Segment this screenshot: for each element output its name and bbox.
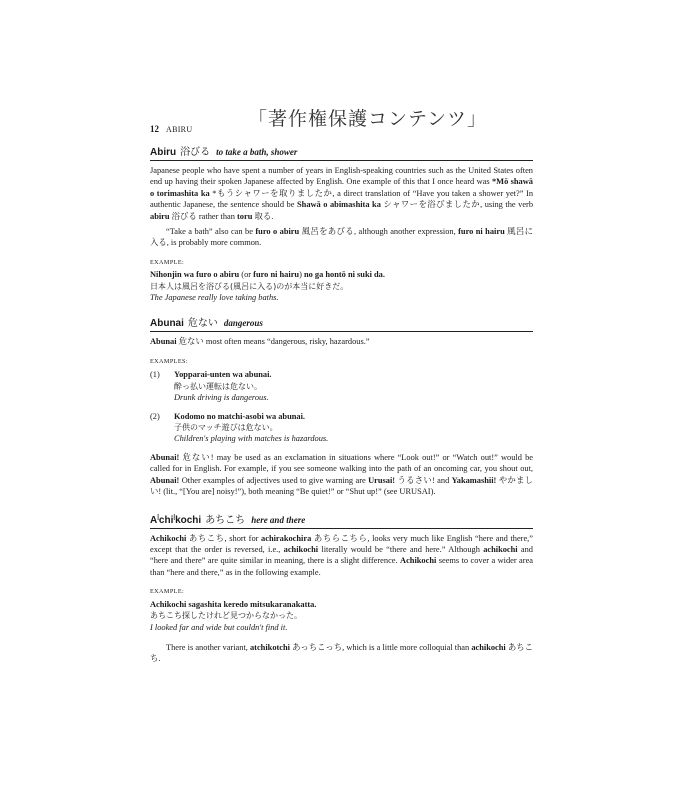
entry-paragraph: Abunai 危ない most often means “dangerous, risky, hazardous.” bbox=[150, 337, 370, 347]
example-romaji: Achikochi sagashita keredo mitsukaranakatta. bbox=[150, 599, 317, 609]
numbered-example bbox=[150, 411, 533, 445]
pitch-accent-mark: | bbox=[173, 514, 176, 521]
example-romaji: Kodomo no matchi-asobi wa abunai. bbox=[174, 411, 305, 421]
numbered-example bbox=[150, 369, 533, 403]
example-english: I looked far and wide but couldn't find it. bbox=[150, 622, 288, 632]
example-english: Drunk driving is dangerous. bbox=[174, 393, 269, 403]
entry-paragraph: “Take a bath” also can be furo o abiru 風呂をあびる, although another expression, furo ni hairu 風呂に入る, is probably more common. bbox=[150, 227, 533, 248]
headword-kana: あちこち bbox=[205, 514, 246, 526]
headword-kana: 浴びる bbox=[180, 147, 211, 158]
copyright-watermark: 「著作権保護コンテンツ」 bbox=[248, 108, 488, 130]
example-english: The Japanese really love taking baths. bbox=[150, 293, 279, 303]
entry-heading-abiru bbox=[150, 146, 533, 161]
headword: A|chi|kochi bbox=[150, 514, 202, 526]
headword: Abunai bbox=[150, 318, 184, 330]
entry-paragraph: Japanese people who have spent a number of years in English-speaking countries such as the United States often end up having their spoken Japanese affected by English. One example of this that I once heard was *Mō shawā o torimashita ka *もうシャワーを取りましたか, a direct translation of “Have you taken a shower yet?” In authentic Japanese, the sentence should be Shawā o abimashita ka シャワーを浴びましたか, using the verb abiru 浴びる rather than toru 取る. bbox=[150, 166, 534, 221]
entry-paragraph: There is another variant, atchikotchi あっちこっち, which is a little more colloquial than achikochi あちこち. bbox=[150, 642, 533, 664]
example-romaji: Nihonjin wa furo o abiru (or furo ni hairu) no ga hontō ni suki da. bbox=[150, 270, 385, 280]
example-label: EXAMPLE: bbox=[150, 588, 185, 596]
running-head-word: ABIRU bbox=[166, 125, 193, 134]
headword-gloss: to take a bath, shower bbox=[216, 147, 298, 157]
examples-label: EXAMPLES: bbox=[150, 357, 188, 365]
example-english: Children's playing with matches is hazardous. bbox=[174, 434, 329, 444]
headword: Abiru bbox=[150, 147, 177, 158]
headword-kana: 危ない bbox=[187, 318, 218, 330]
example-romaji: Yopparai-unten wa abunai. bbox=[174, 370, 272, 380]
headword-gloss: dangerous bbox=[223, 318, 263, 329]
running-header bbox=[150, 108, 533, 142]
example-block bbox=[150, 599, 533, 633]
example-block bbox=[150, 269, 533, 303]
example-number: (1) bbox=[150, 370, 160, 380]
example-japanese: 子供のマッチ遊びは危ない。 bbox=[174, 422, 278, 432]
example-japanese: 酔っ払い運転は危ない。 bbox=[174, 381, 262, 391]
pitch-accent-mark: | bbox=[157, 514, 159, 521]
page-number: 12 bbox=[150, 124, 159, 134]
entry-heading-abunai bbox=[150, 317, 533, 332]
entry-heading-achikochi bbox=[150, 511, 533, 528]
entry-paragraph: Achikochi あちこち, short for achirakochira あちらこちら, looks very much like English “here and there,” except that the order is reversed, i.e., achikochi literally would be “there and here.” Although achikochi and “here and there” are quite similar in meaning, there is a slight difference. Achikochi seems to cover a wider area than “here and there,” as in the following example. bbox=[150, 533, 533, 577]
headword-gloss: here and there bbox=[251, 514, 306, 525]
example-label: EXAMPLE: bbox=[150, 258, 185, 266]
example-japanese: あちこち探したけれど見つからなかった。 bbox=[150, 611, 302, 621]
example-japanese: 日本人は風呂を浴びる(風呂に入る)のが本当に好きだ。 bbox=[150, 281, 349, 291]
book-page bbox=[150, 108, 534, 665]
example-number: (2) bbox=[150, 411, 160, 421]
entry-paragraph: Abunai! 危ない! may be used as an exclamation in situations where “Look out!” or “Watch out!” would be called for in English. For example, if you see someone walking into the path of an oncoming car, you shout out, Abunai! Other examples of adjectives used to give warning are Urusai! うるさい! and Yakamashii! やかましい! (lit., “[You are] noisy!”), both meaning “Be quiet!” or “Shut up!” (see URUSAI). bbox=[150, 452, 534, 496]
